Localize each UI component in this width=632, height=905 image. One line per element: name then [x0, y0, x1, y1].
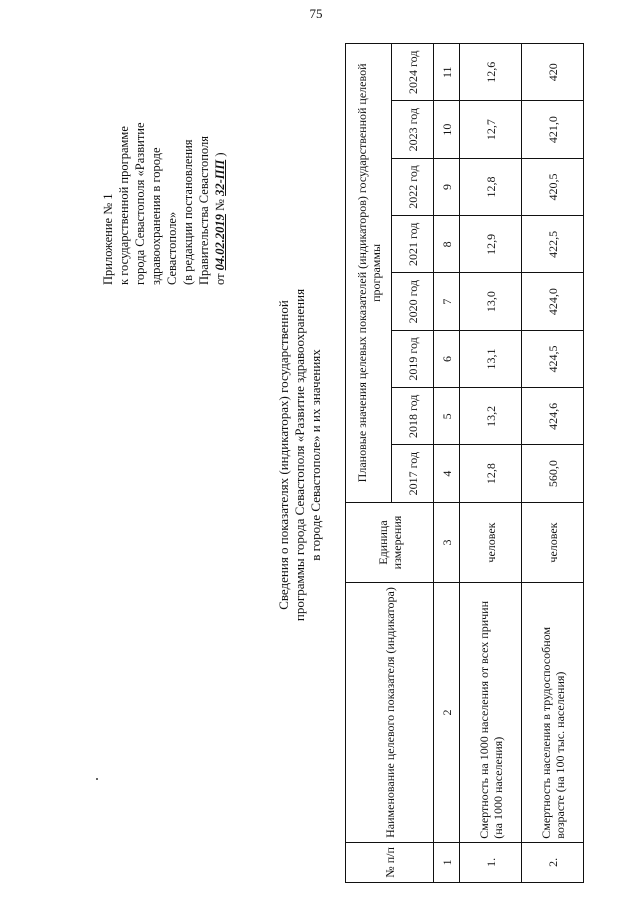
title-line: в городе Севастополе» и их значениях — [308, 349, 323, 561]
row-value: 12,9 — [460, 216, 522, 273]
appendix-number-sign: № — [213, 199, 227, 211]
row-name: Смертность населения в трудоспособном возрасте (на 100 тыс. населения) — [522, 583, 584, 843]
appendix-date: 04.02.2019 — [213, 214, 227, 271]
appendix-line: города Севастополя «Развитие — [133, 122, 147, 285]
col-number: 9 — [434, 158, 460, 215]
row-unit: человек — [522, 502, 584, 582]
header-year: 2020 год — [392, 273, 434, 330]
col-number: 5 — [434, 388, 460, 445]
row-name: Смертность на 1000 населения от всех причин (на 1000 населения) — [460, 583, 522, 843]
header-year: 2018 год — [392, 388, 434, 445]
appendix-line: к государственной программе — [117, 126, 131, 285]
table-row — [522, 44, 584, 883]
row-value: 13,2 — [460, 388, 522, 445]
header-year: 2019 год — [392, 330, 434, 387]
row-num: 2. — [522, 842, 584, 882]
row-value: 560,0 — [522, 445, 584, 502]
row-value: 12,8 — [460, 445, 522, 502]
appendix-line: (в редакции постановления — [181, 139, 195, 285]
col-number: 10 — [434, 101, 460, 158]
row-value: 13,0 — [460, 273, 522, 330]
appendix-line: Приложение № 1 — [101, 193, 115, 285]
page-number: 75 — [309, 6, 323, 21]
header-year: 2022 год — [392, 158, 434, 215]
row-value: 12,8 — [460, 158, 522, 215]
document-title — [276, 195, 324, 715]
row-value: 12,7 — [460, 101, 522, 158]
col-number: 11 — [434, 44, 460, 102]
appendix-line: здравоохранения в городе — [149, 147, 163, 285]
col-number: 2 — [434, 583, 460, 843]
col-number: 7 — [434, 273, 460, 330]
col-number: 8 — [434, 216, 460, 273]
header-year: 2023 год — [392, 101, 434, 158]
header-year: 2024 год — [392, 44, 434, 102]
indicators-table — [345, 43, 584, 883]
row-value: 420,5 — [522, 158, 584, 215]
header-year: 2021 год — [392, 216, 434, 273]
column-number-row — [434, 44, 460, 883]
appendix-number: 32-ПП — [213, 159, 227, 196]
row-value: 13,1 — [460, 330, 522, 387]
header-unit: Единица измерения — [346, 502, 434, 582]
appendix-date-line — [212, 45, 228, 285]
title-line: Сведения о показателях (индикаторах) государственной — [276, 300, 291, 610]
appendix-prefix: от — [213, 273, 227, 285]
title-line: программы города Севастополя «Развитие здравоохранения — [292, 288, 307, 622]
col-number: 1 — [434, 842, 460, 882]
row-value: 421,0 — [522, 101, 584, 158]
row-value: 424,0 — [522, 273, 584, 330]
header-name: Наименование целевого показателя (индикатора) — [346, 583, 434, 843]
appendix-close: ) — [213, 152, 227, 157]
header-num: № п/п — [346, 842, 434, 882]
row-value: 422,5 — [522, 216, 584, 273]
row-num: 1. — [460, 842, 522, 882]
row-value: 12,6 — [460, 44, 522, 102]
header-planned: Плановые значения целевых показателей (индикаторов) государственной целевой программы — [346, 44, 392, 503]
row-value: 424,5 — [522, 330, 584, 387]
col-number: 4 — [434, 445, 460, 502]
appendix-block — [100, 45, 228, 285]
table-row — [460, 44, 522, 883]
header-year: 2017 год — [392, 445, 434, 502]
appendix-line: Правительства Севастополя — [197, 136, 211, 285]
row-unit: человек — [460, 502, 522, 582]
appendix-line: Севастополе» — [165, 211, 179, 285]
col-number: 6 — [434, 330, 460, 387]
row-value: 424,6 — [522, 388, 584, 445]
col-number: 3 — [434, 502, 460, 582]
row-value: 420 — [522, 44, 584, 102]
